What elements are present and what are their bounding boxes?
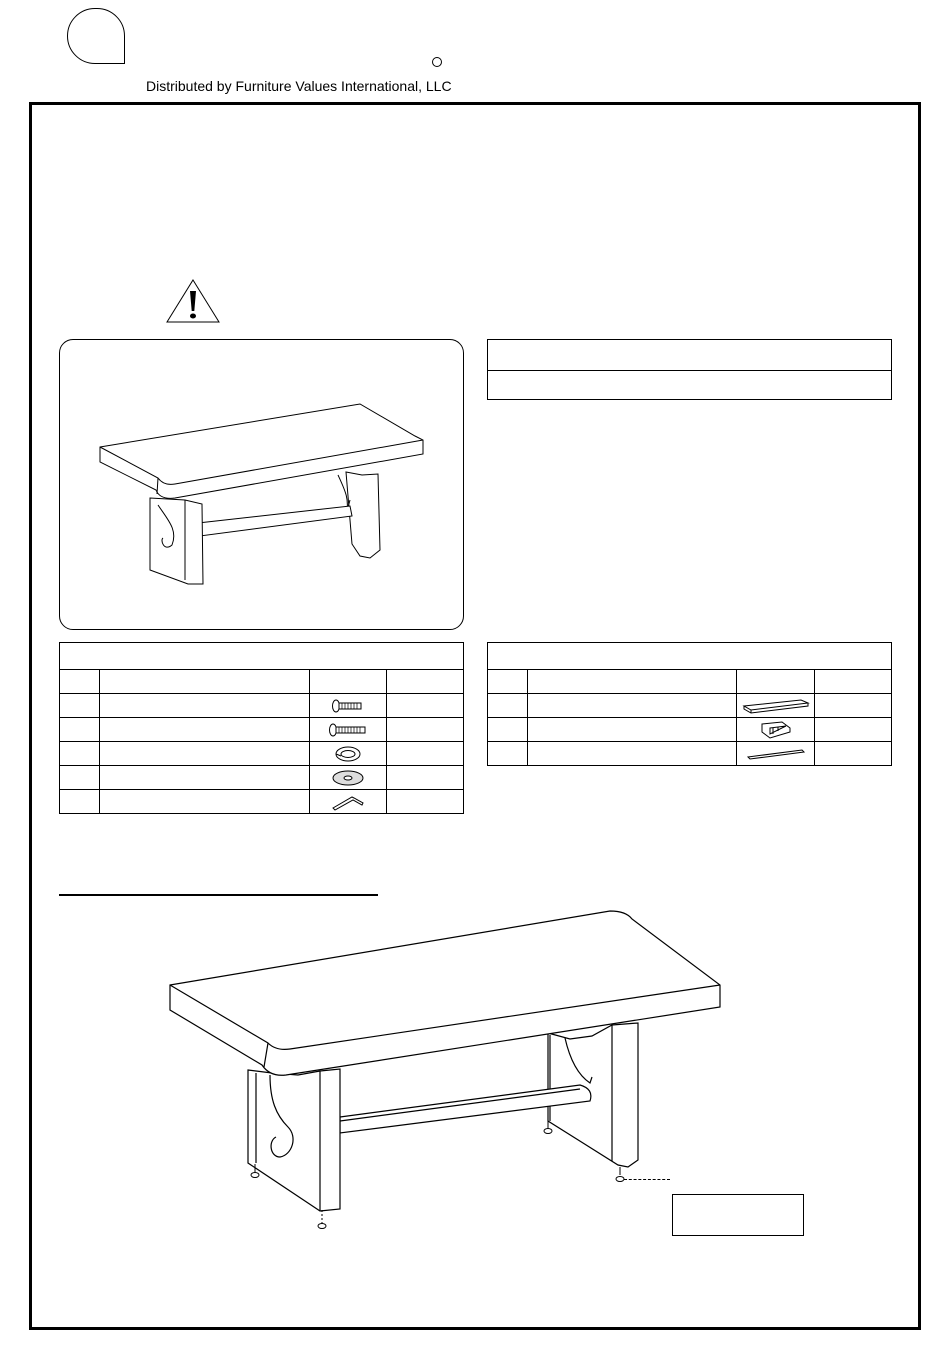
allen-key-icon (330, 793, 366, 811)
hardware-table-caption (60, 643, 464, 670)
parts-table-caption (488, 643, 892, 670)
table-row (60, 742, 464, 766)
callout-leader (624, 1179, 670, 1180)
table-row (60, 694, 464, 718)
brand-logo (67, 8, 125, 64)
lock-washer-icon (333, 745, 363, 763)
distributor-line: Distributed by Furniture Values International, LLC (146, 78, 452, 94)
long-bolt-icon (328, 723, 368, 737)
finished-product-preview (59, 339, 464, 630)
table-row (488, 718, 892, 742)
hardware-table (59, 642, 464, 814)
table-row (60, 718, 464, 742)
table-row (488, 694, 892, 718)
table-header-row (488, 670, 892, 694)
flat-washer-icon (331, 769, 365, 787)
table-header-row (60, 670, 464, 694)
leg-panel-icon (756, 720, 796, 740)
bench-top-panel-icon (741, 696, 811, 716)
info-box-header (488, 340, 891, 371)
warning-triangle-icon (166, 279, 220, 323)
table-row (60, 766, 464, 790)
bench-assembly-drawing (160, 905, 780, 1235)
parts-table (487, 642, 892, 766)
short-bolt-icon (331, 699, 365, 713)
table-row (488, 742, 892, 766)
registered-mark (432, 57, 442, 67)
assembled-bench-drawing (60, 340, 465, 631)
step-heading-underline (59, 894, 378, 896)
callout-box (672, 1194, 804, 1236)
info-box (487, 339, 892, 400)
stretcher-rail-icon (746, 747, 806, 761)
table-row (60, 790, 464, 814)
